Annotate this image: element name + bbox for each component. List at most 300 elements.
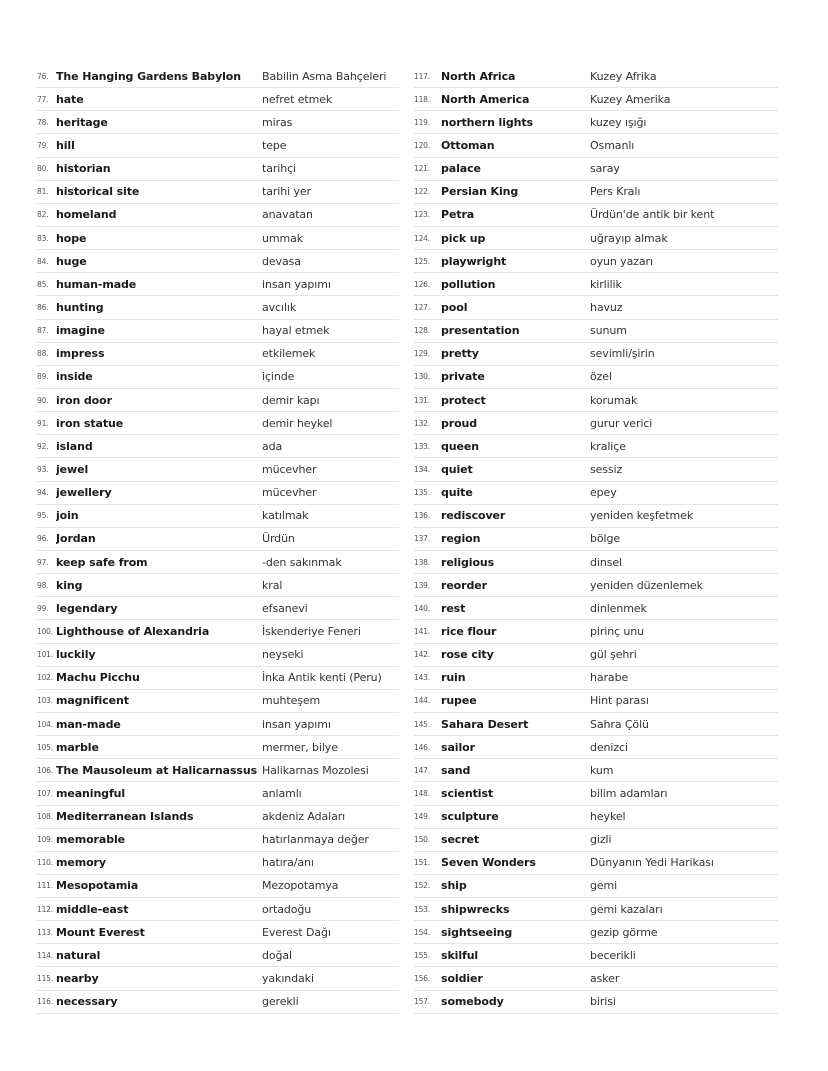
vocabulary-row <box>414 620 778 643</box>
turkish-translation: nefret etmek <box>262 92 333 106</box>
vocabulary-row <box>414 111 778 134</box>
english-term: pretty <box>441 347 479 361</box>
english-term: skilful <box>441 948 479 962</box>
english-term: historian <box>56 162 111 176</box>
vocabulary-row <box>37 343 399 366</box>
item-number: 149. <box>414 812 430 822</box>
turkish-translation: Dünyanın Yedi Harikası <box>590 856 714 870</box>
english-term: hate <box>56 92 84 106</box>
item-number: 125. <box>414 256 430 266</box>
item-number: 152. <box>414 881 430 891</box>
item-number: 106. <box>37 765 53 775</box>
turkish-translation: mücevher <box>262 486 317 500</box>
vocabulary-row <box>37 366 399 389</box>
vocabulary-row <box>414 227 778 250</box>
turkish-translation: Kuzey Amerika <box>590 92 671 106</box>
vocabulary-row <box>414 574 778 597</box>
vocabulary-row <box>37 759 399 782</box>
turkish-translation: denizci <box>590 740 628 754</box>
turkish-translation: yeniden düzenlemek <box>590 578 703 592</box>
turkish-translation: Ürdün'de antik bir kent <box>590 208 715 222</box>
turkish-translation: Babilin Asma Bahçeleri <box>262 69 387 83</box>
item-number: 118. <box>414 94 430 104</box>
item-number: 134. <box>414 464 430 474</box>
turkish-translation: ada <box>262 439 283 453</box>
item-number: 82. <box>37 210 49 220</box>
vocabulary-row <box>414 806 778 829</box>
turkish-translation: saray <box>590 162 620 176</box>
vocabulary-column-left <box>37 65 399 1014</box>
english-term: pick up <box>441 231 486 245</box>
item-number: 86. <box>37 302 49 312</box>
english-term: ship <box>441 879 467 893</box>
turkish-translation: muhteşem <box>262 694 321 708</box>
item-number: 119. <box>414 117 430 127</box>
turkish-translation: gemi kazaları <box>590 902 663 916</box>
english-term: Persian King <box>441 185 519 199</box>
item-number: 128. <box>414 326 430 336</box>
vocabulary-row <box>37 944 399 967</box>
english-term: Ottoman <box>441 138 495 152</box>
turkish-translation: yakındaki <box>262 972 314 986</box>
turkish-translation: doğal <box>262 948 292 962</box>
turkish-translation: korumak <box>590 393 638 407</box>
english-term: Jordan <box>56 532 96 546</box>
item-number: 144. <box>414 696 430 706</box>
item-number: 151. <box>414 858 430 868</box>
item-number: 148. <box>414 788 430 798</box>
item-number: 133. <box>414 441 430 451</box>
item-number: 76. <box>37 71 49 81</box>
item-number: 103. <box>37 696 53 706</box>
vocabulary-row <box>37 505 399 528</box>
english-term: middle-east <box>56 902 129 916</box>
item-number: 94. <box>37 488 49 498</box>
vocabulary-row <box>37 320 399 343</box>
item-number: 107. <box>37 788 53 798</box>
english-term: imagine <box>56 324 105 338</box>
turkish-translation: avcılık <box>262 300 297 314</box>
item-number: 153. <box>414 904 430 914</box>
item-number: 154. <box>414 927 430 937</box>
vocabulary-row <box>414 690 778 713</box>
turkish-translation: -den sakınmak <box>262 555 342 569</box>
item-number: 127. <box>414 302 430 312</box>
turkish-translation: Osmanlı <box>590 138 635 152</box>
vocabulary-row <box>37 134 399 157</box>
vocabulary-row <box>37 782 399 805</box>
item-number: 101. <box>37 650 53 660</box>
english-term: ruin <box>441 671 466 685</box>
vocabulary-row <box>414 875 778 898</box>
turkish-translation: tepe <box>262 138 287 152</box>
item-number: 123. <box>414 210 430 220</box>
turkish-translation: gemi <box>590 879 618 893</box>
english-term: sand <box>441 763 471 777</box>
item-number: 81. <box>37 187 49 197</box>
vocabulary-row <box>37 227 399 250</box>
turkish-translation: kral <box>262 578 283 592</box>
turkish-translation: Ürdün <box>262 532 295 546</box>
item-number: 83. <box>37 233 49 243</box>
turkish-translation: becerikli <box>590 948 636 962</box>
turkish-translation: dinlenmek <box>590 601 647 615</box>
english-term: necessary <box>56 995 118 1009</box>
english-term: somebody <box>441 995 504 1009</box>
item-number: 98. <box>37 580 49 590</box>
english-term: Mesopotamia <box>56 879 139 893</box>
item-number: 143. <box>414 673 430 683</box>
english-term: North Africa <box>441 69 516 83</box>
turkish-translation: anlamlı <box>262 786 302 800</box>
item-number: 97. <box>37 557 49 567</box>
item-number: 89. <box>37 372 49 382</box>
turkish-translation: sessiz <box>590 462 623 476</box>
english-term: Petra <box>441 208 475 222</box>
turkish-translation: Kuzey Afrika <box>590 69 657 83</box>
item-number: 105. <box>37 742 53 752</box>
english-term: Seven Wonders <box>441 856 536 870</box>
item-number: 110. <box>37 858 53 868</box>
vocabulary-row <box>414 273 778 296</box>
english-term: Mediterranean Islands <box>56 810 194 824</box>
english-term: reorder <box>441 578 487 592</box>
turkish-translation: gurur verici <box>590 416 653 430</box>
item-number: 140. <box>414 603 430 613</box>
vocabulary-row <box>37 667 399 690</box>
vocabulary-row <box>414 944 778 967</box>
item-number: 93. <box>37 464 49 474</box>
english-term: Sahara Desert <box>441 717 529 731</box>
vocabulary-row <box>37 898 399 921</box>
item-number: 156. <box>414 974 430 984</box>
english-term: rediscover <box>441 509 506 523</box>
item-number: 99. <box>37 603 49 613</box>
english-term: Mount Everest <box>56 925 145 939</box>
item-number: 79. <box>37 140 49 150</box>
vocabulary-column-right <box>414 65 778 1014</box>
turkish-translation: insan yapımı <box>262 277 331 291</box>
english-term: marble <box>56 740 99 754</box>
english-term: sailor <box>441 740 475 754</box>
vocabulary-row <box>414 320 778 343</box>
item-number: 121. <box>414 164 430 174</box>
vocabulary-row <box>37 921 399 944</box>
turkish-translation: Mezopotamya <box>262 879 339 893</box>
vocabulary-row <box>37 551 399 574</box>
english-term: natural <box>56 948 101 962</box>
english-term: shipwrecks <box>441 902 510 916</box>
item-number: 80. <box>37 164 49 174</box>
item-number: 87. <box>37 326 49 336</box>
english-term: memory <box>56 856 106 870</box>
english-term: hope <box>56 231 87 245</box>
vocabulary-row <box>414 505 778 528</box>
vocabulary-row <box>37 528 399 551</box>
english-term: The Hanging Gardens Babylon <box>56 69 241 83</box>
english-term: presentation <box>441 324 520 338</box>
vocabulary-row <box>414 713 778 736</box>
turkish-translation: Halikarnas Mozolesi <box>262 763 369 777</box>
vocabulary-row <box>414 852 778 875</box>
item-number: 116. <box>37 997 53 1007</box>
english-term: join <box>56 509 79 523</box>
english-term: quiet <box>441 462 473 476</box>
item-number: 91. <box>37 418 49 428</box>
vocabulary-row <box>37 389 399 412</box>
turkish-translation: İskenderiye Feneri <box>262 624 361 638</box>
item-number: 142. <box>414 650 430 660</box>
vocabulary-row <box>414 204 778 227</box>
english-term: protect <box>441 393 486 407</box>
turkish-translation: içinde <box>262 370 295 384</box>
item-number: 157. <box>414 997 430 1007</box>
turkish-translation: oyun yazarı <box>590 254 653 268</box>
vocabulary-row <box>414 158 778 181</box>
turkish-translation: sevimli/şirin <box>590 347 655 361</box>
item-number: 111. <box>37 881 53 891</box>
item-number: 132. <box>414 418 430 428</box>
turkish-translation: hatıra/anı <box>262 856 314 870</box>
turkish-translation: tarihi yer <box>262 185 311 199</box>
item-number: 138. <box>414 557 430 567</box>
english-term: human-made <box>56 277 137 291</box>
vocabulary-row <box>37 273 399 296</box>
vocabulary-row <box>37 806 399 829</box>
english-term: quite <box>441 486 473 500</box>
english-term: impress <box>56 347 105 361</box>
english-term: nearby <box>56 972 99 986</box>
item-number: 145. <box>414 719 430 729</box>
turkish-translation: insan yapımı <box>262 717 331 731</box>
vocabulary-row <box>414 991 778 1014</box>
vocabulary-row <box>414 759 778 782</box>
vocabulary-row <box>414 736 778 759</box>
vocabulary-row <box>37 829 399 852</box>
item-number: 126. <box>414 279 430 289</box>
vocabulary-row <box>414 88 778 111</box>
vocabulary-row <box>37 875 399 898</box>
english-term: religious <box>441 555 495 569</box>
turkish-translation: neyseki <box>262 648 304 662</box>
vocabulary-row <box>414 181 778 204</box>
english-term: secret <box>441 833 480 847</box>
vocabulary-row <box>414 898 778 921</box>
english-term: proud <box>441 416 478 430</box>
vocabulary-row <box>37 435 399 458</box>
turkish-translation: demir kapı <box>262 393 320 407</box>
turkish-translation: devasa <box>262 254 301 268</box>
vocabulary-row <box>414 366 778 389</box>
turkish-translation: asker <box>590 972 620 986</box>
english-term: historical site <box>56 185 140 199</box>
english-term: luckily <box>56 648 96 662</box>
turkish-translation: ortadoğu <box>262 902 312 916</box>
turkish-translation: gizli <box>590 833 612 847</box>
item-number: 95. <box>37 511 49 521</box>
vocabulary-row <box>414 667 778 690</box>
turkish-translation: demir heykel <box>262 416 333 430</box>
turkish-translation: uğrayıp almak <box>590 231 668 245</box>
item-number: 136. <box>414 511 430 521</box>
turkish-translation: katılmak <box>262 509 309 523</box>
turkish-translation: miras <box>262 115 293 129</box>
turkish-translation: dinsel <box>590 555 622 569</box>
vocabulary-row <box>37 204 399 227</box>
turkish-translation: Everest Dağı <box>262 925 331 939</box>
turkish-translation: sunum <box>590 324 627 338</box>
turkish-translation: gerekli <box>262 995 299 1009</box>
english-term: hunting <box>56 300 104 314</box>
vocabulary-row <box>37 574 399 597</box>
vocabulary-row <box>37 736 399 759</box>
vocabulary-row <box>414 597 778 620</box>
vocabulary-row <box>37 644 399 667</box>
vocabulary-row <box>414 644 778 667</box>
item-number: 135. <box>414 488 430 498</box>
english-term: jewellery <box>56 486 112 500</box>
english-term: rupee <box>441 694 477 708</box>
item-number: 141. <box>414 626 430 636</box>
item-number: 146. <box>414 742 430 752</box>
english-term: jewel <box>56 462 89 476</box>
turkish-translation: İnka Antik kenti (Peru) <box>262 671 382 685</box>
english-term: queen <box>441 439 479 453</box>
turkish-translation: yeniden keşfetmek <box>590 509 694 523</box>
vocabulary-row <box>414 65 778 88</box>
vocabulary-row <box>37 111 399 134</box>
item-number: 115. <box>37 974 53 984</box>
vocabulary-row <box>414 134 778 157</box>
vocabulary-row <box>37 620 399 643</box>
turkish-translation: efsanevi <box>262 601 308 615</box>
item-number: 84. <box>37 256 49 266</box>
english-term: private <box>441 370 485 384</box>
vocabulary-row <box>37 852 399 875</box>
turkish-translation: havuz <box>590 300 623 314</box>
turkish-translation: bilim adamları <box>590 786 668 800</box>
item-number: 139. <box>414 580 430 590</box>
english-term: scientist <box>441 786 494 800</box>
item-number: 130. <box>414 372 430 382</box>
item-number: 131. <box>414 395 430 405</box>
turkish-translation: heykel <box>590 810 626 824</box>
turkish-translation: gezip görme <box>590 925 658 939</box>
vocabulary-row <box>414 435 778 458</box>
item-number: 109. <box>37 835 53 845</box>
turkish-translation: birisi <box>590 995 616 1009</box>
turkish-translation: tarihçi <box>262 162 297 176</box>
item-number: 137. <box>414 534 430 544</box>
english-term: huge <box>56 254 87 268</box>
vocabulary-row <box>414 343 778 366</box>
vocabulary-row <box>414 250 778 273</box>
turkish-translation: özel <box>590 370 612 384</box>
turkish-translation: kum <box>590 763 614 777</box>
turkish-translation: hayal etmek <box>262 324 330 338</box>
turkish-translation: kraliçe <box>590 439 626 453</box>
english-term: island <box>56 439 93 453</box>
english-term: hill <box>56 138 75 152</box>
vocabulary-row <box>37 458 399 481</box>
english-term: northern lights <box>441 115 534 129</box>
english-term: magnificent <box>56 694 129 708</box>
item-number: 147. <box>414 765 430 775</box>
vocabulary-row <box>37 296 399 319</box>
vocabulary-row <box>414 389 778 412</box>
item-number: 155. <box>414 950 430 960</box>
item-number: 96. <box>37 534 49 544</box>
english-term: rest <box>441 601 466 615</box>
english-term: pool <box>441 300 468 314</box>
turkish-translation: gül şehri <box>590 648 637 662</box>
item-number: 77. <box>37 94 49 104</box>
english-term: iron statue <box>56 416 124 430</box>
english-term: iron door <box>56 393 112 407</box>
vocabulary-row <box>37 967 399 990</box>
turkish-translation: kuzey ışığı <box>590 115 647 129</box>
turkish-translation: akdeniz Adaları <box>262 810 346 824</box>
vocabulary-row <box>37 88 399 111</box>
vocabulary-row <box>37 412 399 435</box>
vocabulary-row <box>414 921 778 944</box>
vocabulary-row <box>37 713 399 736</box>
vocabulary-row <box>37 65 399 88</box>
turkish-translation: harabe <box>590 671 629 685</box>
english-term: heritage <box>56 115 108 129</box>
item-number: 78. <box>37 117 49 127</box>
item-number: 150. <box>414 835 430 845</box>
item-number: 114. <box>37 950 53 960</box>
turkish-translation: pirinç unu <box>590 624 645 638</box>
item-number: 122. <box>414 187 430 197</box>
turkish-translation: etkilemek <box>262 347 316 361</box>
english-term: North America <box>441 92 530 106</box>
english-term: rice flour <box>441 624 497 638</box>
english-term: playwright <box>441 254 507 268</box>
turkish-translation: epey <box>590 486 617 500</box>
english-term: The Mausoleum at Halicarnassus <box>56 763 258 777</box>
english-term: memorable <box>56 833 125 847</box>
item-number: 108. <box>37 812 53 822</box>
vocabulary-row <box>414 458 778 481</box>
english-term: sightseeing <box>441 925 513 939</box>
english-term: legendary <box>56 601 118 615</box>
item-number: 112. <box>37 904 53 914</box>
vocabulary-row <box>37 158 399 181</box>
item-number: 100. <box>37 626 53 636</box>
english-term: Machu Picchu <box>56 671 140 685</box>
vocabulary-row <box>37 690 399 713</box>
turkish-translation: kirlilik <box>590 277 622 291</box>
turkish-translation: hatırlanmaya değer <box>262 833 369 847</box>
item-number: 92. <box>37 441 49 451</box>
turkish-translation: anavatan <box>262 208 313 222</box>
item-number: 113. <box>37 927 53 937</box>
item-number: 117. <box>414 71 430 81</box>
turkish-translation: ummak <box>262 231 304 245</box>
item-number: 102. <box>37 673 53 683</box>
turkish-translation: Hint parası <box>590 694 649 708</box>
vocabulary-row <box>414 296 778 319</box>
english-term: king <box>56 578 83 592</box>
vocabulary-row <box>37 482 399 505</box>
item-number: 104. <box>37 719 53 729</box>
vocabulary-row <box>414 967 778 990</box>
english-term: sculpture <box>441 810 499 824</box>
english-term: inside <box>56 370 93 384</box>
vocabulary-row <box>414 782 778 805</box>
